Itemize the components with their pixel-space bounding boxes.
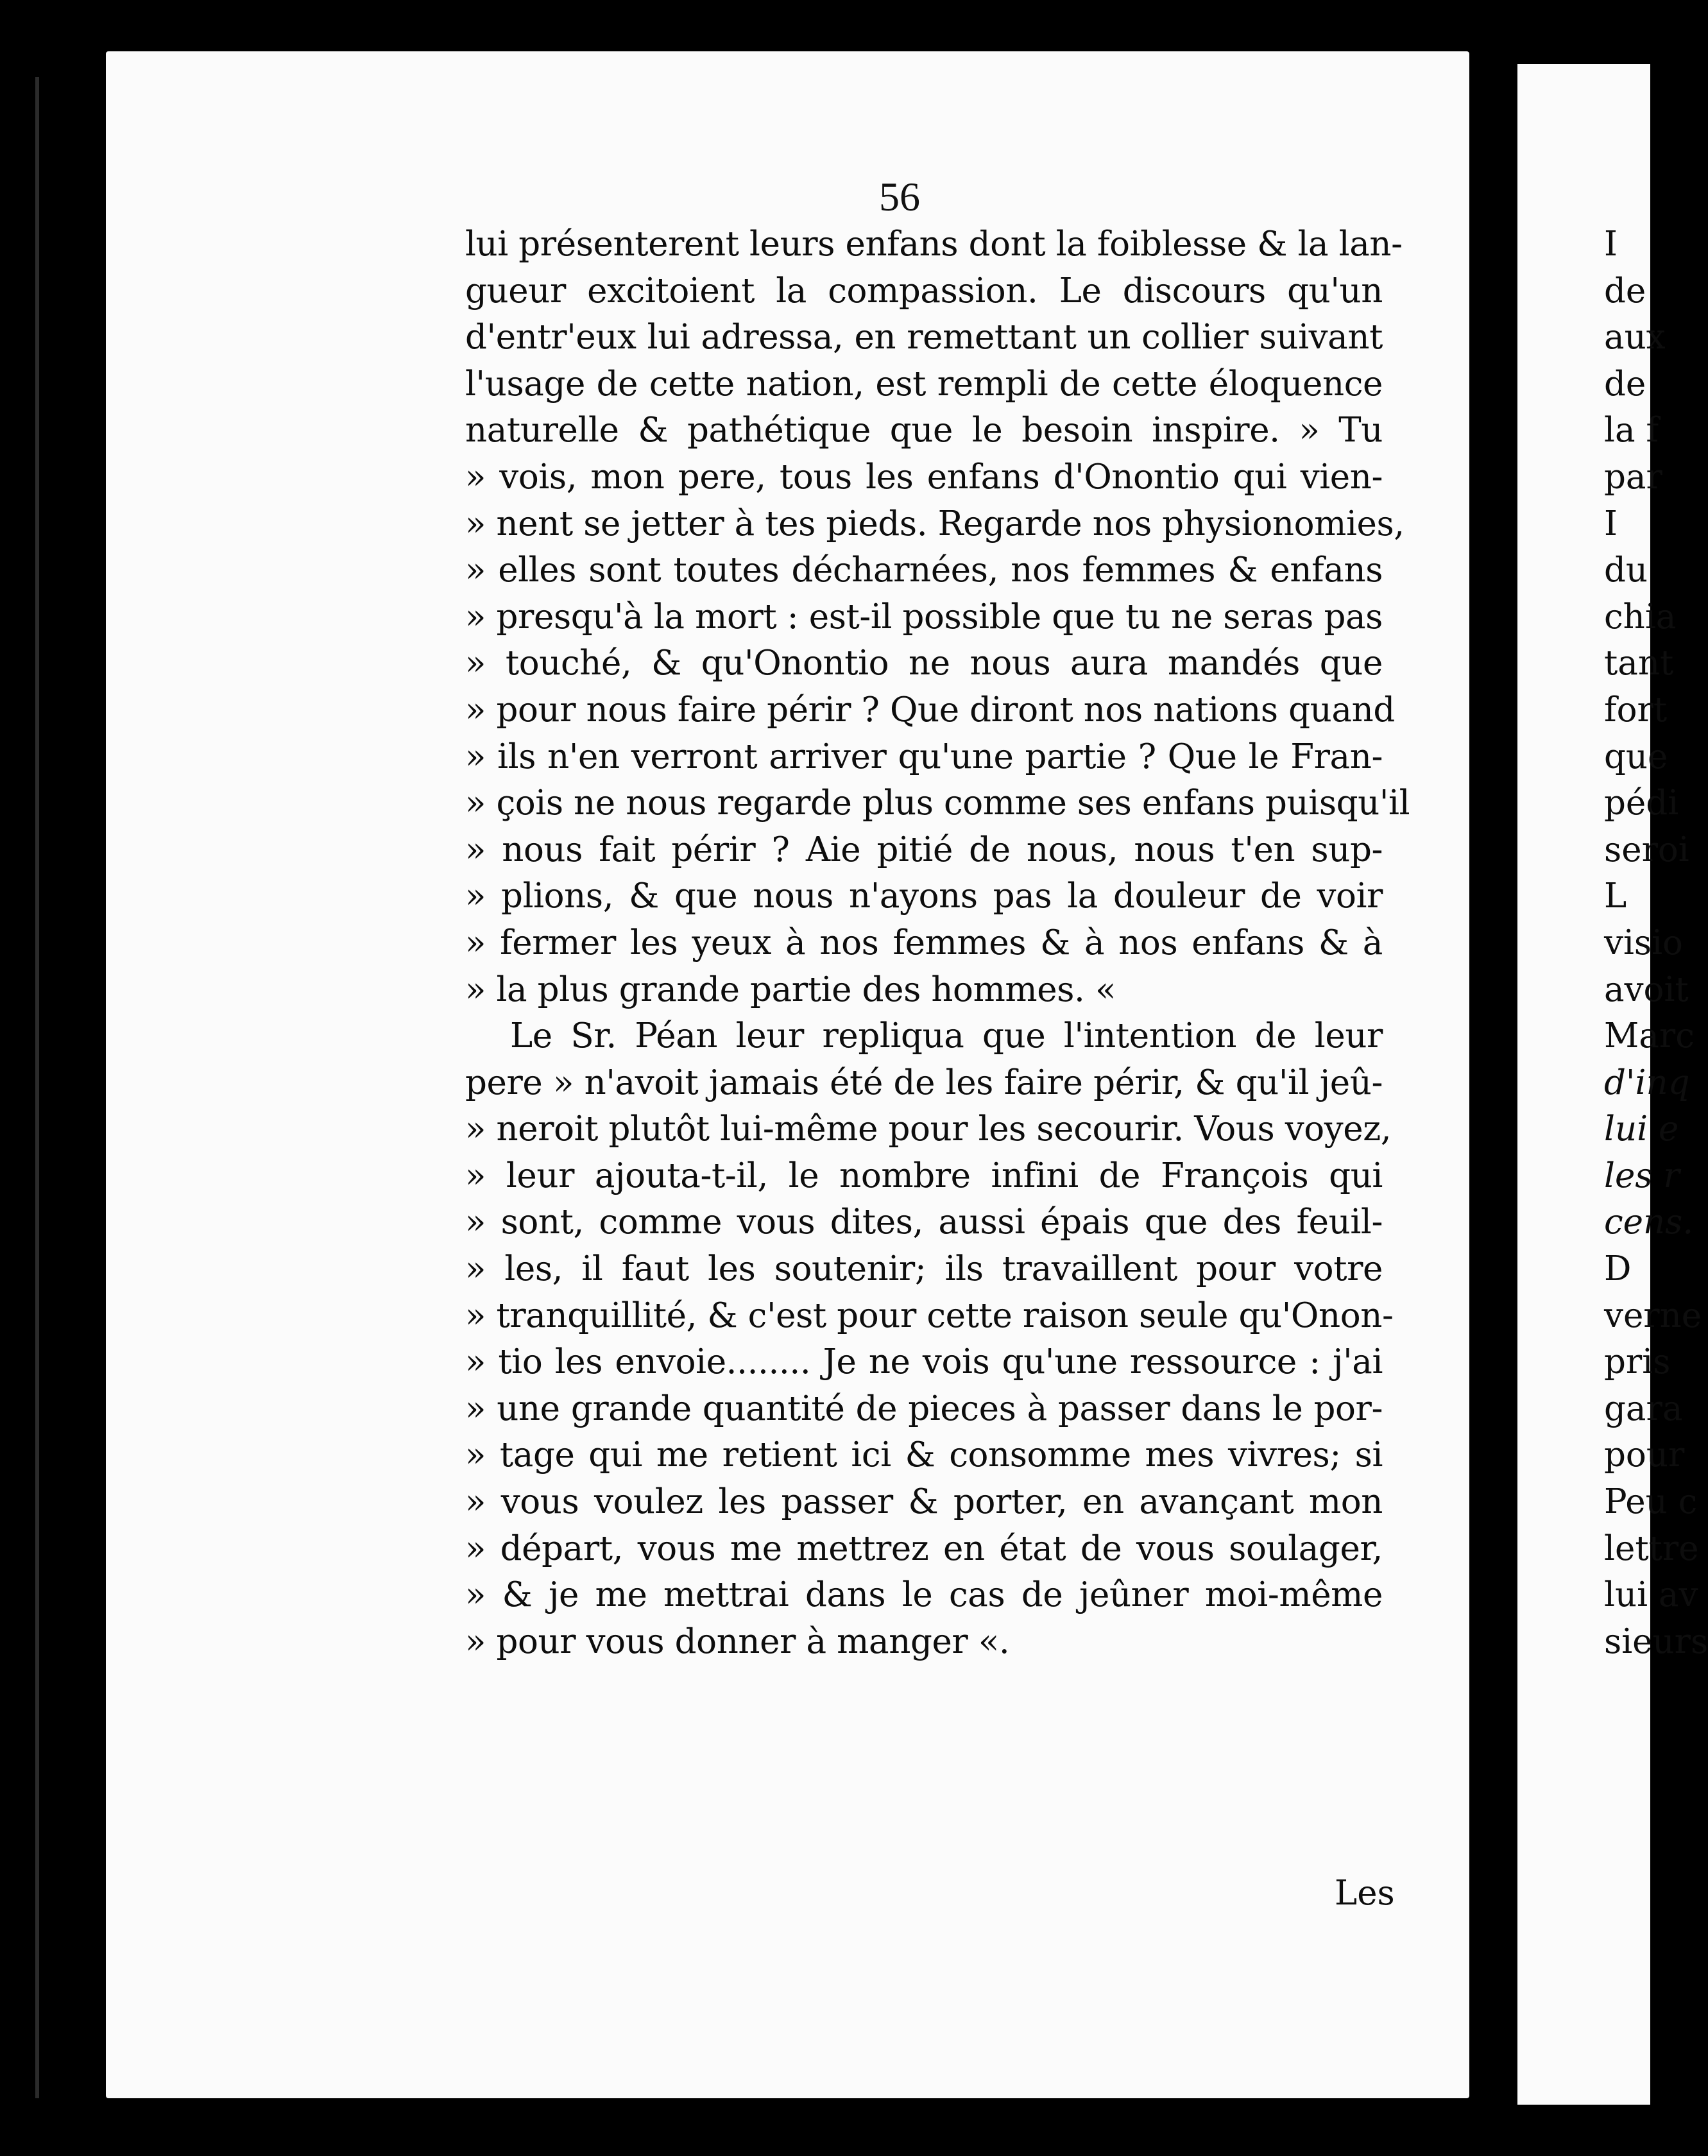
text-line: » nous fait périr ? Aie pitié de nous, nous t'en sup- (465, 830, 1383, 869)
text-line: Le Sr. Péan leur repliqua que l'intention de leur (510, 1016, 1383, 1056)
text-line: lui présenterent leurs enfans dont la foiblesse & la lan- (465, 225, 1403, 264)
text-line: tant (1604, 644, 1674, 683)
text-line: I (1604, 504, 1618, 543)
text-line: sieurs (1604, 1621, 1708, 1661)
text-line: » tage qui me retient ici & consomme mes vivres; si (465, 1435, 1383, 1475)
text-line: » la plus grande partie des hommes. « (465, 970, 1116, 1009)
text-line: les r (1604, 1156, 1680, 1195)
text-line: par (1604, 457, 1662, 497)
text-line: verne (1604, 1296, 1702, 1335)
text-line: que (1604, 737, 1668, 776)
text-line: aux (1604, 318, 1666, 357)
text-line: » vois, mon pere, tous les enfans d'Onontio qui vien- (465, 457, 1383, 497)
text-line: lettre (1604, 1528, 1699, 1568)
text-line: gara (1604, 1389, 1683, 1428)
text-line: » presqu'à la mort : est-il possible que tu ne seras pas (465, 597, 1383, 637)
text-line: de (1604, 271, 1646, 311)
text-line: » tranquillité, & c'est pour cette raison seule qu'Onon- (465, 1296, 1394, 1335)
text-line: » tio les envoie........ Je ne vois qu'une ressource : j'ai (465, 1342, 1383, 1382)
text-line: naturelle & pathétique que le besoin inspire. » Tu (465, 411, 1383, 450)
text-line: » vous voulez les passer & porter, en avançant mon (465, 1482, 1383, 1522)
text-line: avoit (1604, 970, 1689, 1009)
right-page-body (1604, 221, 1708, 1665)
text-line: » çois ne nous regarde plus comme ses enfans puisqu'il (465, 783, 1410, 823)
text-line: pere » n'avoit jamais été de les faire périr, & qu'il jeû- (465, 1063, 1383, 1102)
text-line: » touché, & qu'Onontio ne nous aura mandés que (465, 644, 1383, 683)
text-line: I (1604, 225, 1618, 264)
left-page-body (465, 221, 1410, 1665)
text-line: cens. (1604, 1202, 1694, 1242)
text-line: d'entr'eux lui adressa, en remettant un collier suivant (465, 318, 1383, 357)
text-line: » départ, vous me mettrez en état de vous soulager, (465, 1528, 1383, 1568)
text-line: chia (1604, 597, 1677, 637)
text-line: » neroit plutôt lui-même pour les secourir. Vous voyez, (465, 1109, 1392, 1149)
text-line: » pour nous faire périr ? Que diront nos nations quand (465, 690, 1395, 730)
text-line: Marc (1604, 1016, 1695, 1056)
page-edge-left (35, 77, 39, 2098)
text-line: » les, il faut les soutenir; ils travaillent pour votre (465, 1249, 1383, 1289)
text-line: pour (1604, 1435, 1685, 1475)
text-line: seroi (1604, 830, 1689, 869)
text-line: lui av (1604, 1575, 1698, 1615)
text-line: » & je me mettrai dans le cas de jeûner moi-même (465, 1575, 1383, 1615)
text-line: L (1604, 877, 1627, 916)
text-line: » ils n'en verront arriver qu'une partie ? Que le Fran- (465, 737, 1383, 776)
page-number: 56 (879, 174, 920, 219)
text-line: » elles sont toutes décharnées, nos femmes & enfans (465, 551, 1383, 590)
text-line: l'usage de cette nation, est rempli de cette éloquence (465, 364, 1383, 404)
text-line: » leur ajouta-t-il, le nombre infini de François qui (465, 1156, 1383, 1195)
text-line: » sont, comme vous dites, aussi épais que des feuil- (465, 1202, 1383, 1242)
book-gutter (1469, 0, 1514, 2156)
text-line: la f (1604, 411, 1659, 450)
text-line: Peu c (1604, 1482, 1698, 1522)
text-line: lui e (1604, 1109, 1679, 1149)
text-line: » plions, & que nous n'ayons pas la douleur de voir (465, 877, 1383, 916)
text-line: gueur excitoient la compassion. Le discours qu'un (465, 271, 1383, 311)
text-line: du (1604, 551, 1648, 590)
catchword: Les (1335, 1874, 1395, 1913)
text-line: d'inq (1604, 1063, 1690, 1102)
text-line: visio (1604, 923, 1683, 963)
text-line: D (1604, 1249, 1632, 1289)
text-line: » nent se jetter à tes pieds. Regarde nos physionomies, (465, 504, 1405, 543)
text-line: fort (1604, 690, 1668, 730)
text-line: » fermer les yeux à nos femmes & à nos enfans & à (465, 923, 1383, 963)
text-line: pris (1604, 1342, 1671, 1382)
text-line: de (1604, 364, 1646, 404)
text-line: » pour vous donner à manger «. (465, 1621, 1010, 1661)
text-line: » une grande quantité de pieces à passer dans le por- (465, 1389, 1383, 1428)
text-line: pédi (1604, 783, 1679, 823)
